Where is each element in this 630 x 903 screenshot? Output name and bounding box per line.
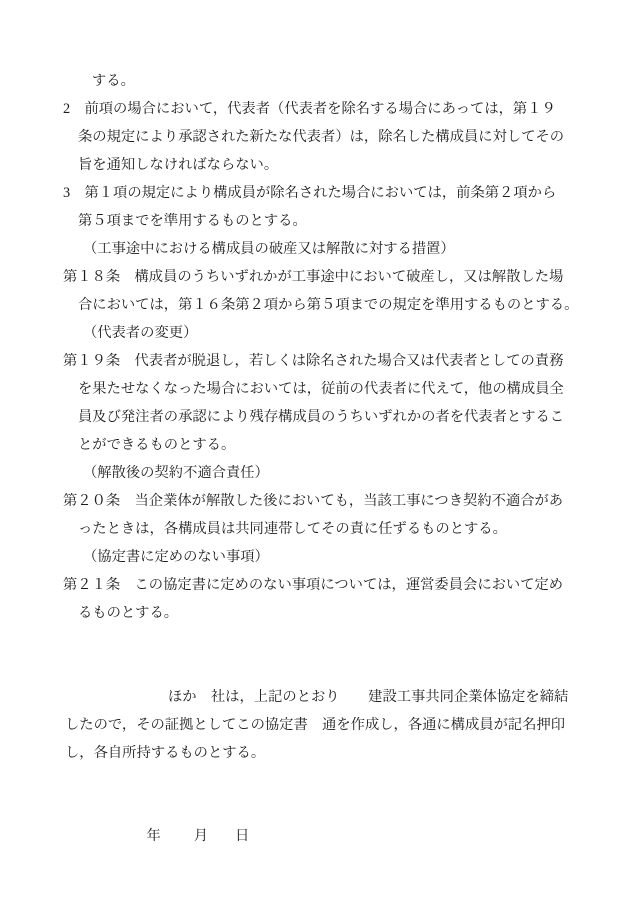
- body-line-article-18: 第１８条 構成員のうちいずれかが工事途中において破産し，又は解散した場: [63, 269, 564, 285]
- body-line: 員及び発注者の承認により残存構成員のうちいずれかの者を代表者とするこ: [78, 409, 565, 425]
- closing-line: したので，その証拠としてこの協定書 通を作成し，各通に構成員が記名押印: [65, 717, 566, 733]
- body-line: とができるものとする。: [78, 437, 236, 453]
- year-label: 年: [146, 828, 161, 844]
- body-line: する。: [92, 73, 135, 89]
- body-line: 合においては，第１６条第２項から第５項までの規定を準用するものとする。: [78, 297, 579, 313]
- date-line: [0, 794, 630, 844]
- closing-line: ほか 社は，上記のとおり 建設工事共同企業体協定を締結: [168, 689, 569, 705]
- closing-line: し，各自所持するものとする。: [65, 745, 266, 761]
- body-line-paragraph-3: 3 第１項の規定により構成員が除名された場合においては，前条第２項から: [63, 185, 557, 201]
- body-line-article-20: 第２０条 当企業体が解散した後においても，当該工事につき契約不適合があ: [63, 493, 564, 509]
- article-caption-line: （協定書に定めのない事項）: [83, 549, 269, 565]
- body-line: 第５項までを準用するものとする。: [78, 213, 307, 229]
- body-line-article-19: 第１９条 代表者が脱退し，若しくは除名された場合又は代表者としての責務: [63, 353, 564, 369]
- body-line: を果たせなくなった場合においては，従前の代表者に代えて，他の構成員全: [78, 381, 564, 397]
- closing-paragraph: [0, 683, 630, 767]
- article-caption-line: （解散後の契約不適合責任）: [83, 465, 269, 481]
- body-text-block: [0, 67, 630, 627]
- article-caption-line: （工事途中における構成員の破産又は解散に対する措置）: [83, 241, 455, 257]
- article-caption-line: （代表者の変更）: [83, 325, 198, 341]
- body-line-paragraph-2: 2 前項の場合において，代表者（代表者を除名する場合にあっては，第１９: [63, 101, 556, 117]
- month-label: 月: [193, 828, 209, 844]
- body-line: ったときは，各構成員は共同連帯してその責に任ずるものとする。: [78, 521, 507, 537]
- body-line: 条の規定により承認された新たな代表者）は，除名した構成員に対してその: [78, 129, 565, 145]
- day-label: 日: [235, 828, 250, 844]
- body-line: るものとする。: [78, 605, 179, 621]
- body-line-article-21: 第２１条 この協定書に定めのない事項については，運営委員会において定め: [63, 577, 564, 593]
- body-line: 旨を通知しなければならない。: [78, 157, 279, 173]
